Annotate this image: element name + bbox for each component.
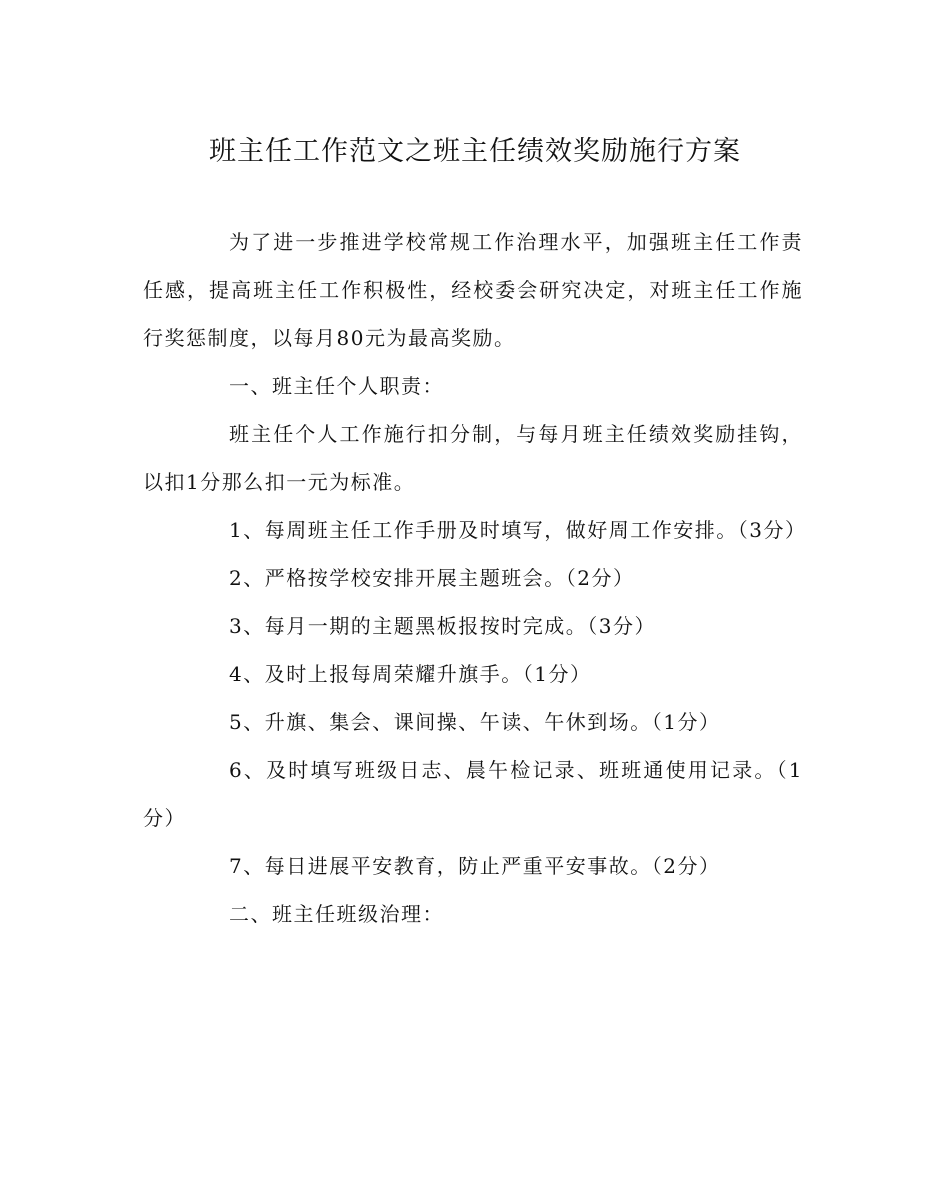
list-item: 5、升旗、集会、课间操、午读、午休到场。（1分） bbox=[229, 710, 721, 734]
list-item: 1、每周班主任工作手册及时填写，做好周工作安排。（3分） bbox=[229, 518, 807, 542]
list-item: 6、及时填写班级日志、晨午检记录、班班通使用记录。（1分） bbox=[143, 758, 803, 830]
section-heading-2: 二、班主任班级治理： bbox=[229, 902, 444, 926]
list-item: 7、每日进展平安教育，防止严重平安事故。（2分） bbox=[229, 854, 721, 878]
section-heading-1: 一、班主任个人职责： bbox=[229, 374, 444, 398]
intro-paragraph: 为了进一步推进学校常规工作治理水平，加强班主任工作责任感，提高班主任工作积极性，经校委会研究决定，对班主任工作施行奖惩制度，以每月80元为最高奖励。 bbox=[143, 230, 803, 350]
list-item: 4、及时上报每周荣耀升旗手。（1分） bbox=[229, 662, 592, 686]
list-item: 2、严格按学校安排开展主题班会。（2分） bbox=[229, 566, 635, 590]
list-item: 3、每月一期的主题黑板报按时完成。（3分） bbox=[229, 614, 656, 638]
section-1-description: 班主任个人工作施行扣分制，与每月班主任绩效奖励挂钩，以扣1分那么扣一元为标准。 bbox=[143, 422, 803, 494]
document-title: 班主任工作范文之班主任绩效奖励施行方案 bbox=[209, 136, 741, 167]
document-body bbox=[143, 218, 807, 938]
